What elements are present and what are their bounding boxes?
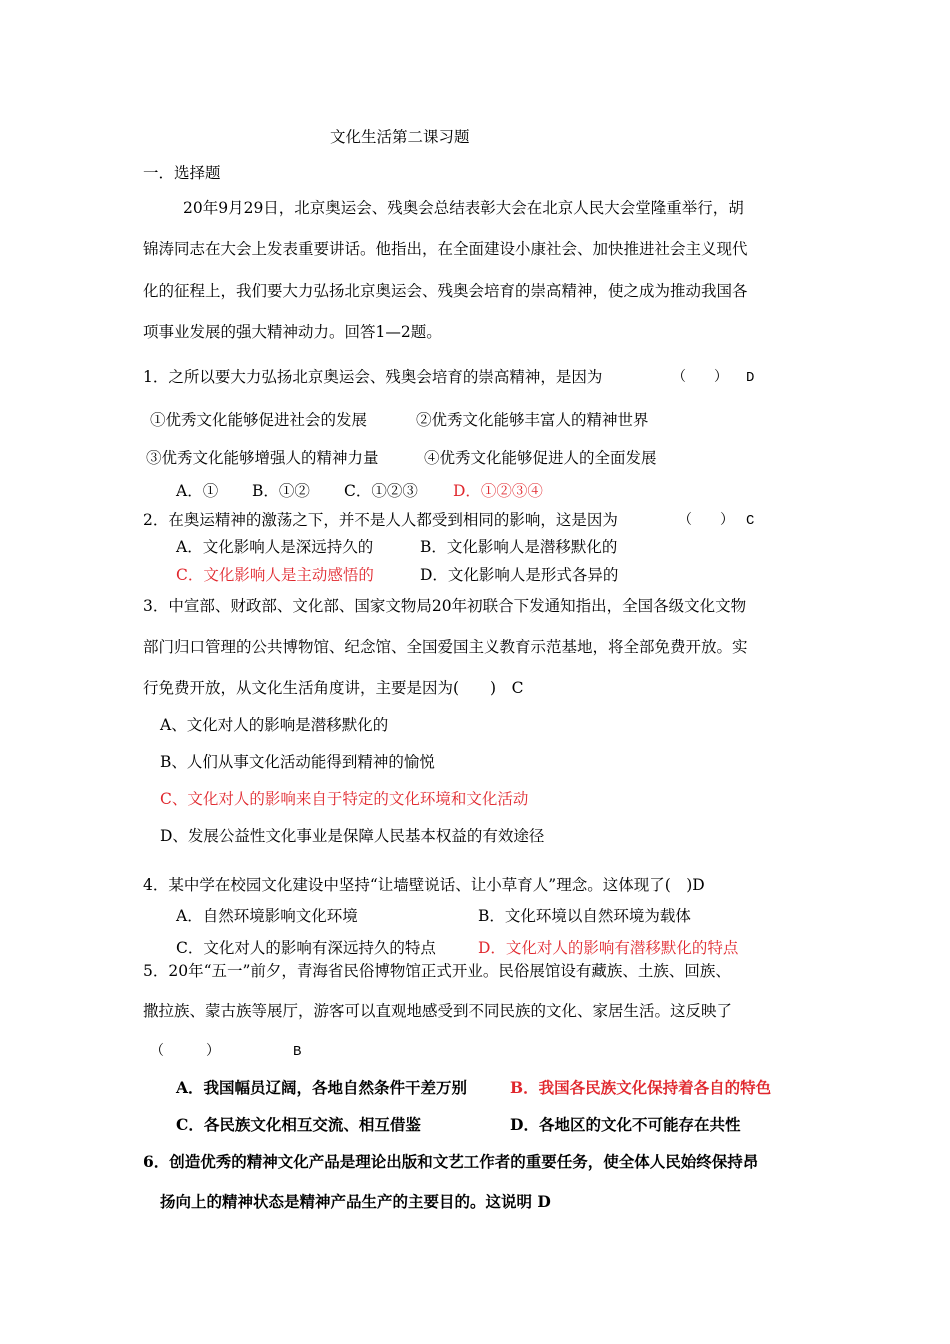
q5-option-d: D．各地区的文化不可能存在共性 [510,1115,741,1134]
q6-line-2: 扬向上的精神状态是精神产品生产的主要目的。这说明 D [160,1192,551,1211]
q1-option-a: A．① [176,482,219,500]
q5-option-b: B．我国各民族文化保持着各自的特色 [510,1078,772,1097]
q3-option-d: D、发展公益性文化事业是保障人民基本权益的有效途径 [160,827,545,845]
q5-answer: B [293,1044,302,1060]
q2-option-a: A．文化影响人是深远持久的 [176,538,374,556]
q1-statement-3: ③优秀文化能够增强人的精神力量 [146,449,379,467]
q1-option-b: B．①② [252,482,310,500]
q4-option-b: B．文化环境以自然环境为载体 [478,907,691,925]
intro-line-3: 化的征程上，我们要大力弘扬北京奥运会、残奥会培育的崇高精神，使之成为推动我国各 [143,282,748,300]
q1-statement-1: ①优秀文化能够促进社会的发展 [150,411,368,429]
q5-paren: （ ） [150,1044,220,1060]
q1-paren: （ ） [672,370,728,386]
q6-line-1: 6．创造优秀的精神文化产品是理论出版和文艺工作者的重要任务，使全体人民始终保持昂 [143,1152,759,1171]
q3-line-3: 行免费开放，从文化生活角度讲，主要是因为( ) C [143,679,524,697]
q3-option-b: B、人们从事文化活动能得到精神的愉悦 [160,753,435,771]
q5-option-a: A．我国幅员辽阔，各地自然条件干差万别 [176,1078,468,1097]
q5-line-2: 撒拉族、蒙古族等展厅，游客可以直观地感受到不同民族的文化、家居生活。这反映了 [143,1002,733,1020]
q3-line-1: 3．中宣部、财政部、文化部、国家文物局20年初联合下发通知指出，全国各级文化文物 [143,597,747,615]
intro-line-1: 20年9月29日，北京奥运会、残奥会总结表彰大会在北京人民大会堂隆重举行，胡 [183,199,744,217]
page-title: 文化生活第二课习题 [330,128,470,146]
q3-line-2: 部门归口管理的公共博物馆、纪念馆、全国爱国主义教育示范基地，将全部免费开放。实 [143,638,748,656]
q1-answer: D [746,370,755,386]
q5-line-1: 5．20年“五一”前夕，青海省民俗博物馆正式开业。民俗展馆设有藏族、土族、回族、 [143,962,731,980]
q2-option-d: D．文化影响人是形式各异的 [420,566,619,584]
q1-option-d: D．①②③④ [453,482,543,500]
q2-option-b: B．文化影响人是潜移默化的 [420,538,618,556]
q4-option-d: D．文化对人的影响有潜移默化的特点 [478,939,739,957]
q1-option-c: C．①②③ [344,482,418,500]
intro-line-2: 锦涛同志在大会上发表重要讲话。他指出，在全面建设小康社会、加快推进社会主义现代 [143,240,748,258]
q1-statement-2: ②优秀文化能够丰富人的精神世界 [416,411,649,429]
q5-option-c: C．各民族文化相互交流、相互借鉴 [176,1115,421,1134]
section-heading: 一．选择题 [143,164,221,182]
q4-stem: 4．某中学在校园文化建设中坚持“让墙壁说话、让小草育人”理念。这体现了( )D [143,876,705,894]
q4-option-c: C．文化对人的影响有深远持久的特点 [176,939,436,957]
q2-paren: （ ） [678,513,734,529]
q3-option-a: A、文化对人的影响是潜移默化的 [160,716,389,734]
q2-stem: 2．在奥运精神的激荡之下，并不是人人都受到相同的影响，这是因为 [143,511,618,529]
intro-line-4: 项事业发展的强大精神动力。回答1—2题。 [143,323,442,341]
q2-option-c: C．文化影响人是主动感悟的 [176,566,374,584]
q2-answer: C [746,513,755,529]
q1-statement-4: ④优秀文化能够促进人的全面发展 [424,449,657,467]
q4-option-a: A．自然环境影响文化环境 [176,907,358,925]
q3-option-c: C、文化对人的影响来自于特定的文化环境和文化活动 [160,790,529,808]
q1-stem: 1．之所以要大力弘扬北京奥运会、残奥会培育的崇高精神，是因为 [143,368,603,386]
